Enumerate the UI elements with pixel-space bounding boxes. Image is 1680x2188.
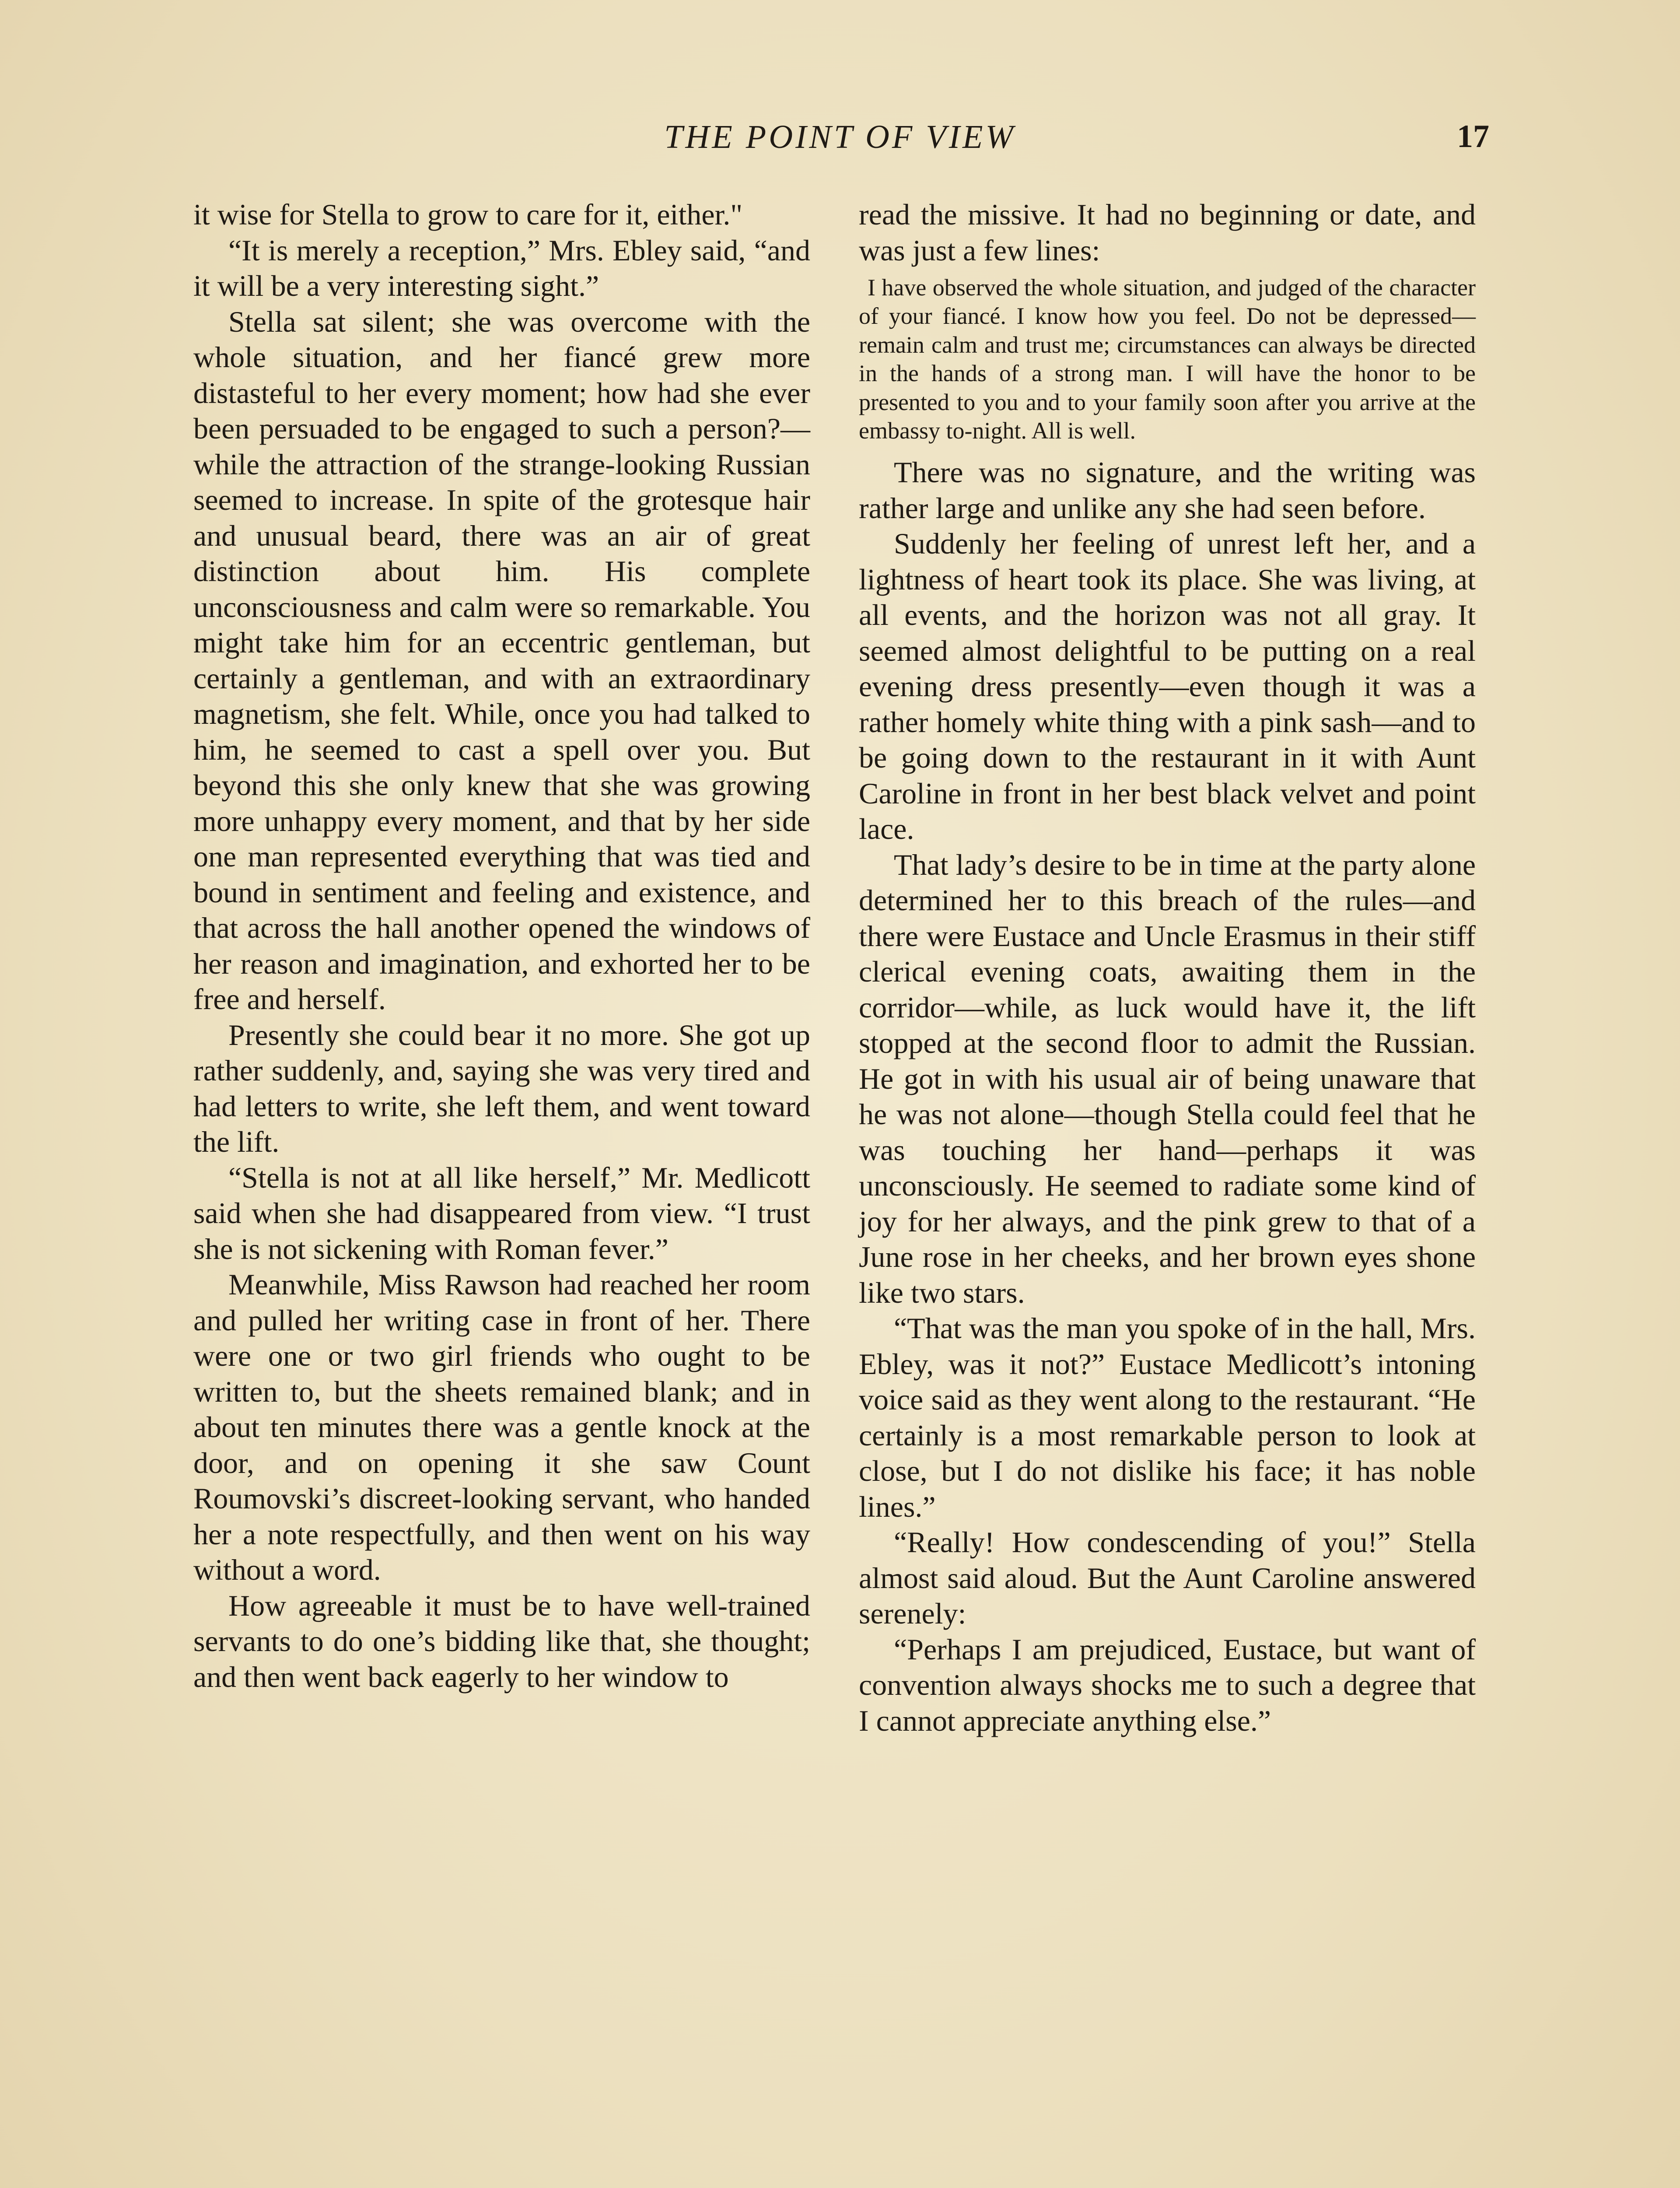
page-number: 17 <box>1457 119 1489 154</box>
paragraph: Presently she could bear it no more. She got up rather suddenly, and, saying she was very tired and had letters to write, she left them, and went toward the lift. <box>193 1018 810 1158</box>
paragraph: That lady’s desire to be in time at the party alone determined her to this breach of the rules—and there were Eustace and Uncle Erasmus in their stiff clerical evening coats, awaiting them in the corridor—while, as luck would have it, the lift stopped at the second floor to admit the Russian. He got in with his usual air of being unaware that he was not alone—though Stella could feel that he was touching her hand—perhaps it was unconsciously. He seemed to radiate some kind of joy for her always, and the pink grew to that of a June rose in her cheeks, and her brown eyes shone like two stars. <box>859 848 1476 1309</box>
paragraph: “It is merely a reception,” Mrs. Ebley said, “and it will be a very interesting sight.” <box>193 233 810 302</box>
paragraph: “Really! How condescending of you!” Stella almost said aloud. But the Aunt Caroline answered serenely: <box>859 1525 1476 1630</box>
quoted-letter: I have observed the whole situation, and judged of the character of your fiancé. I know how you feel. Do not be depressed—remain calm and trust me; circumstances can always be directed in the hands of a strong man. I will have the honor to be presented to you and to your family soon after you arrive at the embassy to-night. All is well. <box>859 274 1476 444</box>
paragraph: “Perhaps I am prejudiced, Eustace, but want of convention always shocks me to such a degree that I cannot appreciate anything else.” <box>859 1632 1476 1737</box>
paragraph: “Stella is not at all like herself,” Mr. Medlicott said when she had disappeared from view. “I trust she is not sickening with Roman fever.” <box>193 1161 810 1266</box>
paragraph: it wise for Stella to grow to care for it, either." <box>193 198 743 231</box>
paragraph: read the missive. It had no beginning or date, and was just a few lines: <box>859 198 1476 267</box>
right-column <box>859 197 1476 1739</box>
running-title: THE POINT OF VIEW <box>664 119 1016 155</box>
paragraph: Meanwhile, Miss Rawson had reached her room and pulled her writing case in front of her. There were one or two girl friends who ought to be written to, but the sheets remained blank; and in about ten minutes there was a gentle knock at the door, and on opening it she saw Count Roumovski’s discreet-looking servant, who handed her a note respectfully, and then went on his way without a word. <box>193 1268 810 1586</box>
paragraph: Suddenly her feeling of unrest left her, and a lightness of heart took its place. She was living, at all events, and the horizon was not all gray. It seemed almost delightful to be putting on a real evening dress presently—even though it was a rather homely white thing with a pink sash—and to be going down to the restaurant in it with Aunt Caroline in front in her best black velvet and point lace. <box>859 527 1476 846</box>
paragraph: How agreeable it must be to have well-trained servants to do one’s bidding like that, she thought; and then went back eagerly to her window to <box>193 1588 810 1694</box>
paragraph: “That was the man you spoke of in the hall, Mrs. Ebley, was it not?” Eustace Medlicott’s intoning voice said as they went along to the restaurant. “He certainly is a most remarkable person to look at close, but I do not dislike his face; it has noble lines.” <box>859 1311 1476 1523</box>
left-column <box>193 197 810 1695</box>
paragraph: There was no signature, and the writing was rather large and unlike any she had seen before. <box>859 456 1476 525</box>
paragraph: Stella sat silent; she was overcome with the whole situation, and her fiancé grew more distasteful to her every moment; how had she ever been persuaded to be engaged to such a person?—while the attraction of the strange-looking Russian seemed to increase. In spite of the grotesque hair and unusual beard, there was an air of great distinction about him. His complete unconsciousness and calm were so remarkable. You might take him for an eccentric gentleman, but certainly a gentleman, and with an extraordinary magnetism, she felt. While, once you had talked to him, he seemed to cast a spell over you. But beyond this she only knew that she was growing more unhappy every moment, and that by her side one man represented everything that was tied and bound in sentiment and feeling and existence, and that across the hall another opened the windows of her reason and imagination, and exhorted her to be free and herself. <box>193 305 810 1016</box>
